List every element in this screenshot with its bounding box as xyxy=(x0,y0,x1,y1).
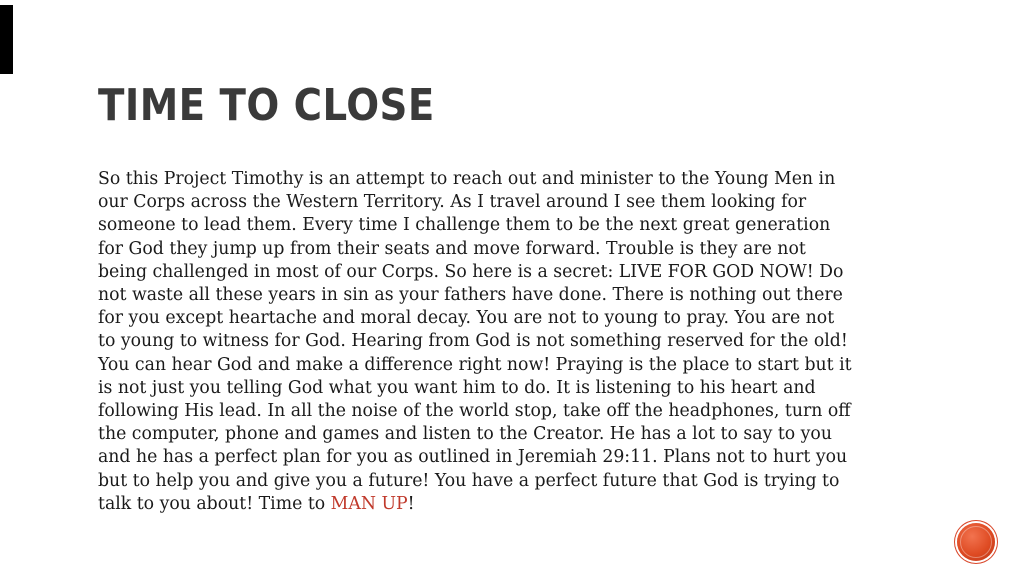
body-line: someone to lead them. Every time I challenge them to be the next great generation xyxy=(98,215,831,236)
emphasis-text: MAN UP xyxy=(330,493,408,514)
body-last-line-start: talk to you about! Time to xyxy=(98,493,331,514)
body-line: to young to witness for God. Hearing from God is not something reserved for the old! xyxy=(98,331,848,352)
body-last-line xyxy=(98,493,938,516)
body-line: the computer, phone and games and listen to the Creator. He has a lot to say to you xyxy=(98,424,832,445)
accent-bar xyxy=(0,5,13,74)
body-line: for you except heartache and moral decay. You are not to young to pray. You are not xyxy=(98,308,835,329)
body-line: You can hear God and make a difference right now! Praying is the place to start but it xyxy=(98,354,852,375)
body-text xyxy=(98,168,938,516)
body-line: our Corps across the Western Territory. As I travel around I see them looking for xyxy=(98,192,807,213)
body-line: for God they jump up from their seats and move forward. Trouble is they are not xyxy=(98,238,806,259)
body-line: but to help you and give you a future! You have a perfect future that God is trying to xyxy=(98,470,840,491)
body-line: So this Project Timothy is an attempt to reach out and minister to the Young Men in xyxy=(98,169,836,189)
circle-nav-icon[interactable] xyxy=(957,523,995,561)
body-line: and he has a perfect plan for you as outlined in Jeremiah 29:11. Plans not to hurt you xyxy=(98,447,848,468)
body-line: is not just you telling God what you want him to do. It is listening to his heart and xyxy=(98,377,816,398)
body-last-line-end: ! xyxy=(407,493,415,514)
slide-title: TIME TO CLOSE xyxy=(98,80,435,131)
body-line: being challenged in most of our Corps. So here is a secret: LIVE FOR GOD NOW! Do xyxy=(98,261,844,282)
body-line: not waste all these years in sin as your fathers have done. There is nothing out there xyxy=(98,285,843,306)
body-line: following His lead. In all the noise of the world stop, take off the headphones, turn off xyxy=(98,401,851,422)
nav-button-ring xyxy=(960,526,992,558)
